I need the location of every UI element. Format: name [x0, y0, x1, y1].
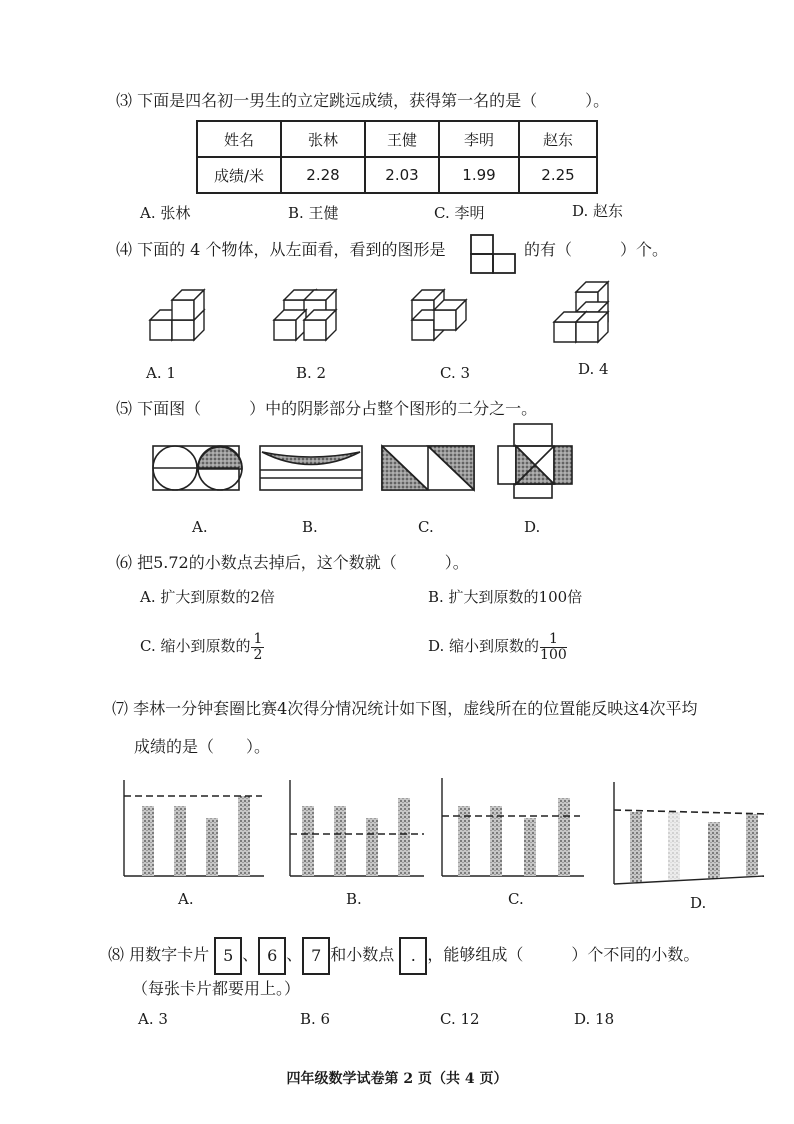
digit-card-7: 7: [302, 937, 330, 975]
shaded-figures: [150, 422, 580, 502]
fraction-half: $\frac{1}{2}$: [253, 631, 263, 663]
q7-line2: 成绩的是（ ）。: [134, 737, 271, 756]
table-cell: 2.03: [365, 157, 439, 193]
q7-option-c[interactable]: C.: [508, 890, 524, 908]
digit-card-6: 6: [258, 937, 286, 975]
q8-text2: 和小数点: [330, 945, 395, 964]
left-view-icon: [470, 234, 516, 274]
q3-option-b[interactable]: B. 王健: [288, 204, 339, 222]
q7-line1: ⑺ 李林一分钟套圈比赛4次得分情况统计如下图，虚线所在的位置能反映这4次平均: [112, 699, 698, 718]
table-cell: 1.99: [439, 157, 519, 193]
bar: [174, 806, 186, 876]
q4-option-c[interactable]: C. 3: [440, 364, 471, 382]
bar: [524, 818, 536, 876]
bar: [668, 812, 680, 880]
q6-option-c-label: C. 缩小到原数的: [140, 637, 251, 656]
bar: [746, 814, 758, 876]
q4-text-after: 的有（ ）个。: [524, 240, 669, 259]
q6-option-b[interactable]: B. 扩大到原数的100倍: [428, 588, 583, 606]
table-row: [197, 121, 597, 157]
q8-text3: ，能够组成（ ）个不同的小数。: [427, 945, 700, 964]
q8-option-c[interactable]: C. 12: [440, 1010, 480, 1028]
cube-figures: [140, 282, 660, 352]
q5-text: ⑸ 下面图（ ）中的阴影部分占整个图形的二分之一。: [116, 399, 538, 418]
bar-chart-b: [290, 780, 424, 876]
score-table: [196, 120, 598, 194]
table-cell: 李明: [439, 121, 519, 157]
q6-option-c[interactable]: [140, 632, 264, 662]
bar: [398, 798, 410, 876]
bar: [366, 818, 378, 876]
bar-chart-a: [124, 780, 264, 876]
separator: 、: [286, 945, 303, 964]
bar-chart-d: [614, 782, 768, 884]
separator: 、: [242, 945, 259, 964]
cube-figure-a: [150, 290, 204, 340]
shaded-figure-a: [153, 446, 242, 490]
q3-option-c[interactable]: C. 李明: [434, 204, 485, 222]
q6-option-a[interactable]: A. 扩大到原数的2倍: [140, 588, 275, 606]
table-cell: 2.25: [519, 157, 597, 193]
q4-text-before: ⑷ 下面的 4 个物体，从左面看，看到的图形是: [116, 240, 446, 259]
q7-option-d[interactable]: D.: [690, 894, 707, 912]
table-cell: 姓名: [197, 121, 281, 157]
q8-option-a[interactable]: A. 3: [138, 1010, 168, 1028]
bar: [334, 806, 346, 876]
cube-figure-d: [554, 282, 608, 342]
table-cell: 成绩/米: [197, 157, 281, 193]
q5-option-a[interactable]: A.: [192, 518, 208, 536]
bar: [558, 798, 570, 876]
q6-text: ⑹ 把5.72的小数点去掉后，这个数就（ ）。: [116, 553, 469, 572]
bar-chart-c: [442, 778, 584, 876]
q8-option-b[interactable]: B. 6: [300, 1010, 331, 1028]
q5-option-c[interactable]: C.: [418, 518, 434, 536]
fraction-hundredth: $\frac{1}{100}$: [540, 631, 567, 663]
q6-option-d-label: D. 缩小到原数的: [428, 637, 540, 656]
bar: [302, 806, 314, 876]
bar: [206, 818, 218, 876]
q6-option-d[interactable]: [428, 632, 567, 662]
cube-figure-c: [412, 290, 466, 340]
q3-option-a[interactable]: A. 张林: [140, 204, 191, 222]
digit-card-5: 5: [214, 937, 242, 975]
shaded-figure-c: [382, 446, 474, 490]
q8-option-d[interactable]: D. 18: [574, 1010, 615, 1028]
page-footer: 四年级数学试卷第 2 页（共 4 页）: [286, 1071, 508, 1087]
shaded-figure-d: [498, 424, 572, 498]
q7-bar-charts: [112, 772, 772, 890]
decimal-point-card: .: [399, 937, 427, 975]
cube-figure-b: [274, 290, 336, 340]
bar: [238, 796, 250, 876]
q3-text: ⑶ 下面是四名初一男生的立定跳远成绩，获得第一名的是（ ）。: [116, 91, 610, 110]
bar: [708, 822, 720, 878]
bar: [630, 812, 642, 882]
q8-line: [108, 936, 699, 975]
q4-option-b[interactable]: B. 2: [296, 364, 327, 382]
q8-note: （每张卡片都要用上。）: [132, 979, 301, 998]
table-cell: 赵东: [519, 121, 597, 157]
q4-option-a[interactable]: A. 1: [146, 364, 176, 382]
table-cell: 王健: [365, 121, 439, 157]
table-cell: 张林: [281, 121, 365, 157]
q4-option-d[interactable]: D. 4: [578, 360, 609, 378]
q3-option-d[interactable]: D. 赵东: [572, 202, 624, 220]
table-cell: 2.28: [281, 157, 365, 193]
q7-option-a[interactable]: A.: [178, 890, 194, 908]
q7-option-b[interactable]: B.: [346, 890, 362, 908]
q8-text1: ⑻ 用数字卡片: [108, 945, 210, 964]
q5-option-b[interactable]: B.: [302, 518, 318, 536]
bar: [142, 806, 154, 876]
shaded-figure-b: [260, 446, 362, 490]
q5-option-d[interactable]: D.: [524, 518, 541, 536]
table-row: [197, 157, 597, 193]
